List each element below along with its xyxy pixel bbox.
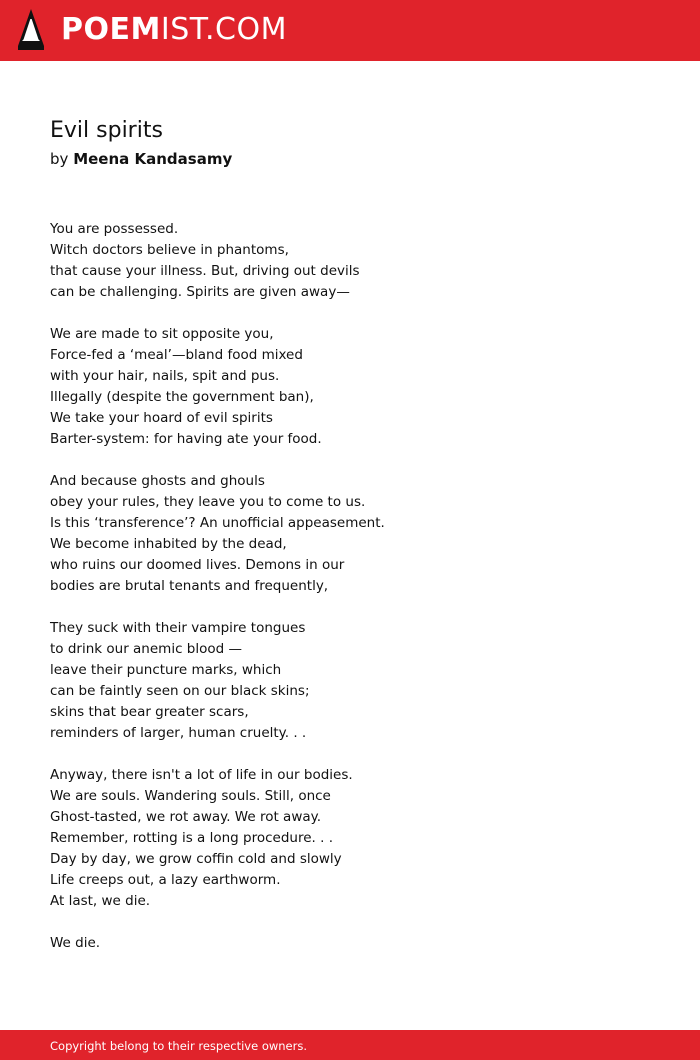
site-name	[61, 8, 287, 52]
poem-line: We become inhabited by the dead,	[50, 536, 287, 552]
poem-line: with your hair, nails, spit and pus.	[50, 368, 280, 384]
poem-line: who ruins our doomed lives. Demons in our	[50, 557, 345, 573]
author-name: Meena Kandasamy	[73, 150, 233, 168]
site-name-strong: POEM	[61, 12, 161, 47]
site-header	[0, 0, 700, 61]
poem-line: Is this ‘transference’? An unofficial appeasement.	[50, 515, 385, 531]
poem-line: to drink our anemic blood —	[50, 641, 242, 657]
poem-line: bodies are brutal tenants and frequently,	[50, 578, 329, 594]
poem-line: can be faintly seen on our black skins;	[50, 683, 310, 699]
poem-line: Barter-system: for having ate your food.	[50, 431, 322, 447]
poem-line: We die.	[50, 935, 101, 951]
poem-line: Remember, rotting is a long procedure. . .	[50, 830, 333, 846]
site-logo[interactable]	[17, 8, 287, 52]
stanza	[50, 471, 650, 597]
poem-line: Illegally (despite the government ban),	[50, 389, 314, 405]
site-name-light: IST.COM	[160, 12, 287, 47]
pencil-tip-icon	[17, 8, 45, 52]
poem-line: You are possessed.	[50, 221, 179, 237]
stanza	[50, 933, 650, 954]
copyright-notice: Copyright belong to their respective owners.	[50, 1039, 308, 1053]
by-label: by	[50, 150, 69, 168]
poem-line: leave their puncture marks, which	[50, 662, 282, 678]
poem-line: They suck with their vampire tongues	[50, 620, 306, 636]
poem-title: Evil spirits	[50, 118, 163, 143]
poem-line: We take your hoard of evil spirits	[50, 410, 273, 426]
poem-line: Day by day, we grow coffin cold and slowly	[50, 851, 342, 867]
poem-line: obey your rules, they leave you to come to us.	[50, 494, 366, 510]
stanza	[50, 618, 650, 744]
poem-line: Life creeps out, a lazy earthworm.	[50, 872, 281, 888]
stanza	[50, 324, 650, 450]
poem-line: Force-fed a ‘meal’—bland food mixed	[50, 347, 303, 363]
poem-line: Witch doctors believe in phantoms,	[50, 242, 289, 258]
poem-line: that cause your illness. But, driving out devils	[50, 263, 360, 279]
poem-line: reminders of larger, human cruelty. . .	[50, 725, 307, 741]
poem-line: Anyway, there isn't a lot of life in our bodies.	[50, 767, 353, 783]
byline	[50, 148, 232, 170]
site-footer	[0, 1030, 700, 1060]
poem-line: skins that bear greater scars,	[50, 704, 249, 720]
poem-line: can be challenging. Spirits are given away—	[50, 284, 350, 300]
poem-line: Ghost-tasted, we rot away. We rot away.	[50, 809, 321, 825]
poem-line: At last, we die.	[50, 893, 151, 909]
stanza	[50, 765, 650, 912]
poem-body	[50, 219, 650, 975]
poem-line: And because ghosts and ghouls	[50, 473, 265, 489]
poem-line: We are made to sit opposite you,	[50, 326, 274, 342]
poem-line: We are souls. Wandering souls. Still, once	[50, 788, 331, 804]
stanza	[50, 219, 650, 303]
